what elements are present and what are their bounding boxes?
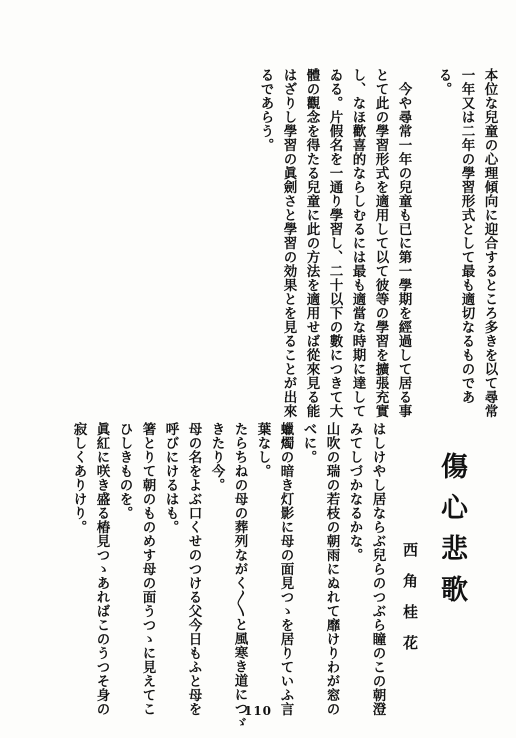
poem-column: はしけやし居ならぶ兒らのつぶら瞳のこの朝澄	[369, 422, 386, 716]
essay-column: る。	[435, 68, 452, 96]
poem-author: 西角桂花	[401, 542, 419, 666]
essay-column: とて此の學習形式を適用して以て彼等の學習を擴張充實	[372, 68, 389, 418]
poem-column: たらちねの母の葬列ながく〳〵と風寒き道につゞ	[231, 422, 248, 730]
poem-title: 傷心悲歌	[436, 452, 467, 616]
page-number: 110	[243, 704, 273, 718]
poem-column: きたり今。	[208, 422, 225, 492]
poem-column: べに。	[300, 422, 317, 464]
essay-column: 體の觀念を得たる兒童に此の方法を適用せば從來見る能	[303, 68, 320, 418]
poem-column: 眞紅に咲き盛る椿見つゝあればこのうつそ身の	[93, 422, 110, 716]
poem-column: 箸とりて朝のものめす母の面うつゝに見えてこ	[139, 422, 156, 716]
poem-column: みてしづかなるかな。	[346, 422, 363, 562]
essay-column: し、なほ歡喜的ならしむるには最も適當な時期に達して	[349, 68, 366, 418]
essay-column: はざりし學習の眞劍さと學習の効果とを見ることが出來	[280, 68, 297, 418]
essay-column: 本位な兒童の心理傾向に迎合するところ多きを以て尋常	[481, 68, 498, 418]
essay-column: るであらう。	[257, 68, 274, 152]
essay-column: ゐる。片假名を一通り學習し、二十以下の數につきて大	[326, 68, 343, 418]
poem-column: ひしきものを。	[116, 422, 133, 520]
poem-column: 蠟燭の暗き灯影に母の面見つゝを居りていふ言	[277, 422, 294, 716]
poem-column: 呼びにけるはも。	[162, 422, 179, 534]
essay-column: 一年又は二年の學習形式として最も適切なるものであ	[458, 68, 475, 404]
poem-column: 寂しくありけり。	[70, 422, 87, 534]
poem-column: 葉なし。	[254, 422, 271, 478]
poem-column: 山吹の瑞の若枝の朝雨にぬれて靡けりわが窓の	[323, 422, 340, 716]
essay-column: 今や尋常一年の兒童も已に第一學期を經過して居る事	[395, 68, 412, 418]
poem-column: 母の名をよぶ口くせのつける父今日もふと母を	[185, 422, 202, 716]
